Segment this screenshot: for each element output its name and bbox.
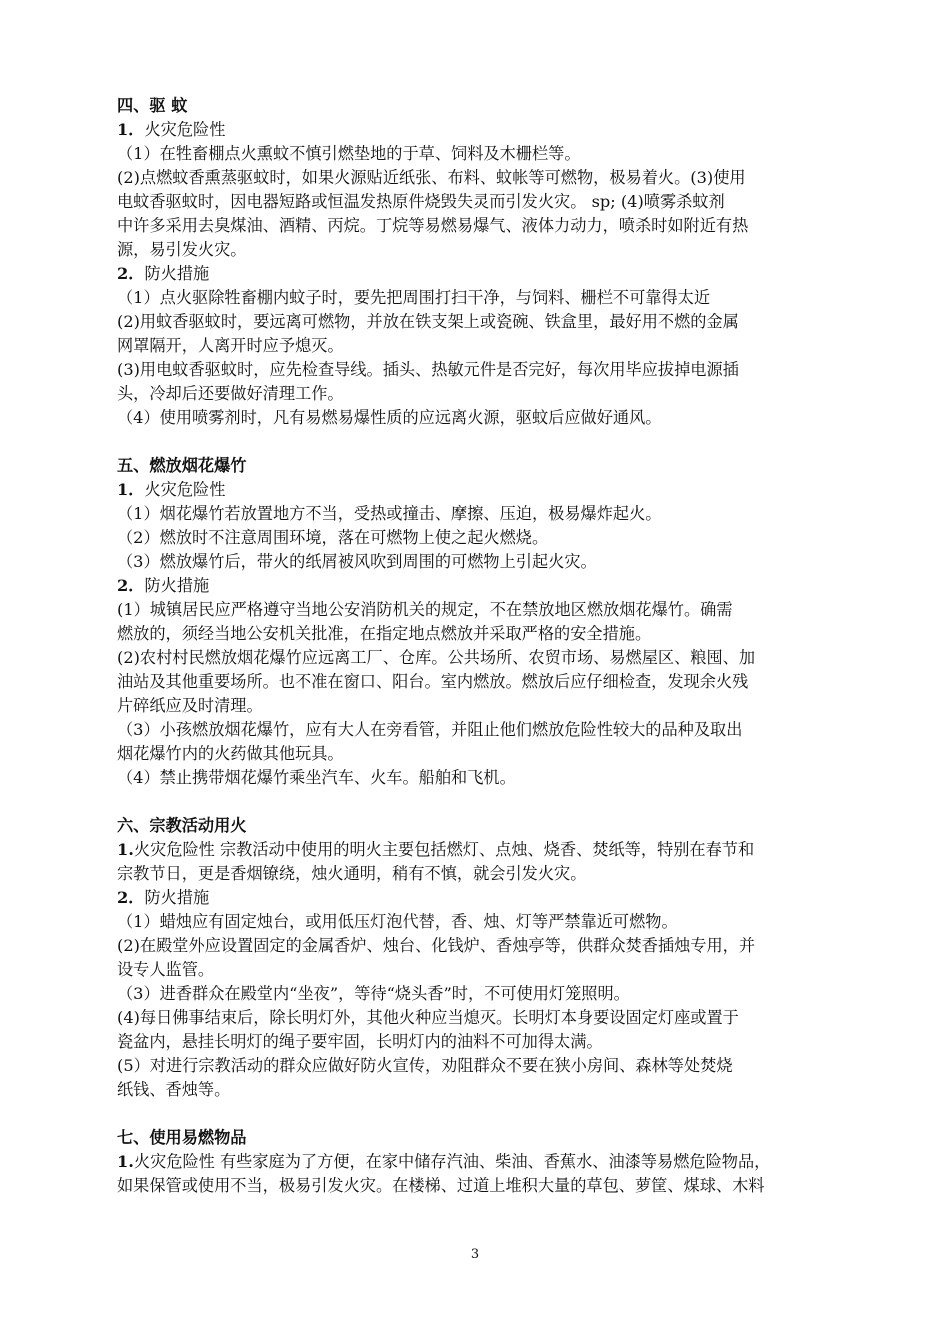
text-line xyxy=(117,934,842,958)
text-line xyxy=(117,190,842,214)
item-number: 2． xyxy=(117,576,145,595)
item-number: 1． xyxy=(117,480,145,499)
text-line xyxy=(117,214,842,238)
line-text: （1）蜡烛应有固定烛台，或用低压灯泡代替，香、烛、灯等严禁靠近可燃物。 xyxy=(117,912,678,931)
text-line xyxy=(117,718,842,742)
line-text: （3）进香群众在殿堂内“坐夜”，等待“烧头香”时，不可使用灯笼照明。 xyxy=(117,984,630,1003)
text-line xyxy=(117,646,842,670)
text-line xyxy=(117,142,842,166)
line-text: 源，易引发火灾。 xyxy=(117,240,247,259)
line-text: 宗教节日，更是香烟镣绕，烛火通明，稍有不慎，就会引发火灾。 xyxy=(117,864,587,883)
line-text: （3）小孩燃放烟花爆竹，应有大人在旁看管，并阻止他们燃放危险性较大的品种及取出 xyxy=(117,720,743,739)
section-gap xyxy=(117,1102,842,1126)
line-text: (1）城镇居民应严格遵守当地公安消防机关的规定，不在禁放地区燃放烟花爆竹。确需 xyxy=(117,600,733,619)
text-line xyxy=(117,982,842,1006)
text-line xyxy=(117,670,842,694)
text-line xyxy=(117,742,842,766)
line-text: 头，冷却后还要做好清理工作。 xyxy=(117,384,344,403)
line-text: 防火措施 xyxy=(144,264,210,283)
section-gap xyxy=(117,430,842,454)
text-line xyxy=(117,502,842,526)
text-line xyxy=(117,1150,842,1174)
section-heading: 六、宗教活动用火 xyxy=(117,816,247,835)
item-number: 2． xyxy=(117,264,145,283)
text-line xyxy=(117,262,842,286)
line-text: 网罩隔开，人离开时应予熄灭。 xyxy=(117,336,344,355)
page-number: 3 xyxy=(470,1247,480,1262)
text-line xyxy=(117,886,842,910)
text-line xyxy=(117,958,842,982)
document-body xyxy=(117,94,842,1198)
text-line xyxy=(117,1078,842,1102)
line-text: (4)每日佛事结束后，除长明灯外，其他火种应当熄灭。长明灯本身要设固定灯座或置于 xyxy=(117,1008,739,1027)
section-gap xyxy=(117,790,842,814)
line-text: 电蚊香驱蚊时，因电器短路或恒温发热原件烧毁失灵而引发火灾。 sp; (4)喷雾杀蚊剂 xyxy=(117,192,725,211)
line-text: (2)在殿堂外应设置固定的金属香炉、烛台、化钱炉、香烛亭等，供群众焚香插烛专用，并 xyxy=(117,936,756,955)
line-text: 燃放的，须经当地公安机关批准，在指定地点燃放并采取严格的安全措施。 xyxy=(117,624,652,643)
text-line xyxy=(117,382,842,406)
section-heading: 四、驱 蚊 xyxy=(117,96,188,115)
line-text: (3)用电蚊香驱蚊时，应先检查导线。插头、热敏元件是否完好，每次用毕应拔掉电源插 xyxy=(117,360,739,379)
line-text: 油站及其他重要场所。也不准在窗口、阳台。室内燃放。燃放后应仔细检查，发现余火残 xyxy=(117,672,749,691)
line-text: 瓷盆内，悬挂长明灯的绳子要牢固，长明灯内的油料不可加得太满。 xyxy=(117,1032,603,1051)
line-text: （1）在牲畜棚点火熏蚊不慎引燃垫地的于草、饲料及木栅栏等。 xyxy=(117,144,581,163)
text-line xyxy=(117,694,842,718)
text-line xyxy=(117,862,842,886)
section-heading: 五、燃放烟花爆竹 xyxy=(117,456,247,475)
text-line xyxy=(117,358,842,382)
text-line xyxy=(117,838,842,862)
section-heading: 七、使用易燃物品 xyxy=(117,1128,247,1147)
text-line xyxy=(117,406,842,430)
line-text: 防火措施 xyxy=(144,888,210,907)
line-text: 防火措施 xyxy=(144,576,210,595)
item-number: 2． xyxy=(117,888,145,907)
line-text: (2)点燃蚊香熏蒸驱蚊时，如果火源贴近纸张、布料、蚊帐等可燃物，极易着火。(3)使用 xyxy=(117,168,746,187)
item-number: 1． xyxy=(117,120,145,139)
text-line xyxy=(117,478,842,502)
text-line xyxy=(117,622,842,646)
text-line xyxy=(117,118,842,142)
line-text: 设专人监管。 xyxy=(117,960,215,979)
text-line xyxy=(117,550,842,574)
line-text: (5）对进行宗教活动的群众应做好防火宣传，劝阻群众不要在狭小房间、森林等处焚烧 xyxy=(117,1056,733,1075)
text-line xyxy=(117,1006,842,1030)
line-text: （1）点火驱除牲畜棚内蚊子时，要先把周围打扫干净，与饲料、栅栏不可靠得太近 xyxy=(117,288,711,307)
line-text: 火灾危险性 有些家庭为了方便，在家中储存汽油、柴油、香蕉水、油漆等易燃危险物品， xyxy=(133,1152,771,1171)
line-text: 火灾危险性 xyxy=(144,120,226,139)
line-text: （4）使用喷雾剂时，凡有易燃易爆性质的应远离火源，驱蚊后应做好通风。 xyxy=(117,408,662,427)
line-text: （3）燃放爆竹后，带火的纸屑被风吹到周围的可燃物上引起火灾。 xyxy=(117,552,597,571)
text-line xyxy=(117,1030,842,1054)
text-line xyxy=(117,766,842,790)
text-line xyxy=(117,166,842,190)
text-line xyxy=(117,526,842,550)
text-line xyxy=(117,574,842,598)
text-line xyxy=(117,334,842,358)
line-text: (2)用蚊香驱蚊时，要远离可燃物，并放在铁支架上或瓷碗、铁盒里，最好用不燃的金属 xyxy=(117,312,739,331)
text-line xyxy=(117,598,842,622)
line-text: 片碎纸应及时清理。 xyxy=(117,696,263,715)
text-line xyxy=(117,910,842,934)
line-text: 火灾危险性 宗教活动中使用的明火主要包括燃灯、点烛、烧香、焚纸等，特别在春节和 xyxy=(133,840,755,859)
line-text: 纸钱、香烛等。 xyxy=(117,1080,231,1099)
line-text: 烟花爆竹内的火药做其他玩具。 xyxy=(117,744,344,763)
item-number: 1. xyxy=(117,840,134,859)
text-line xyxy=(117,1054,842,1078)
line-text: 中许多采用去臭煤油、酒精、丙烷。丁烷等易燃易爆气、液体力动力，喷杀时如附近有热 xyxy=(117,216,749,235)
line-text: （4）禁止携带烟花爆竹乘坐汽车、火车。船舶和飞机。 xyxy=(117,768,516,787)
item-number: 1. xyxy=(117,1152,134,1171)
text-line xyxy=(117,286,842,310)
line-text: 如果保管或使用不当，极易引发火灾。在楼梯、过道上堆积大量的草包、萝筐、煤球、木料 xyxy=(117,1176,765,1195)
line-text: 火灾危险性 xyxy=(144,480,226,499)
text-line xyxy=(117,310,842,334)
text-line xyxy=(117,238,842,262)
line-text: （1）烟花爆竹若放置地方不当，受热或撞击、摩擦、压迫，极易爆炸起火。 xyxy=(117,504,662,523)
text-line xyxy=(117,1174,842,1198)
line-text: (2)农村村民燃放烟花爆竹应远离工厂、仓库。公共场所、农贸市场、易燃屋区、粮囤、加 xyxy=(117,648,756,667)
line-text: （2）燃放时不注意周围环境，落在可燃物上使之起火燃烧。 xyxy=(117,528,549,547)
